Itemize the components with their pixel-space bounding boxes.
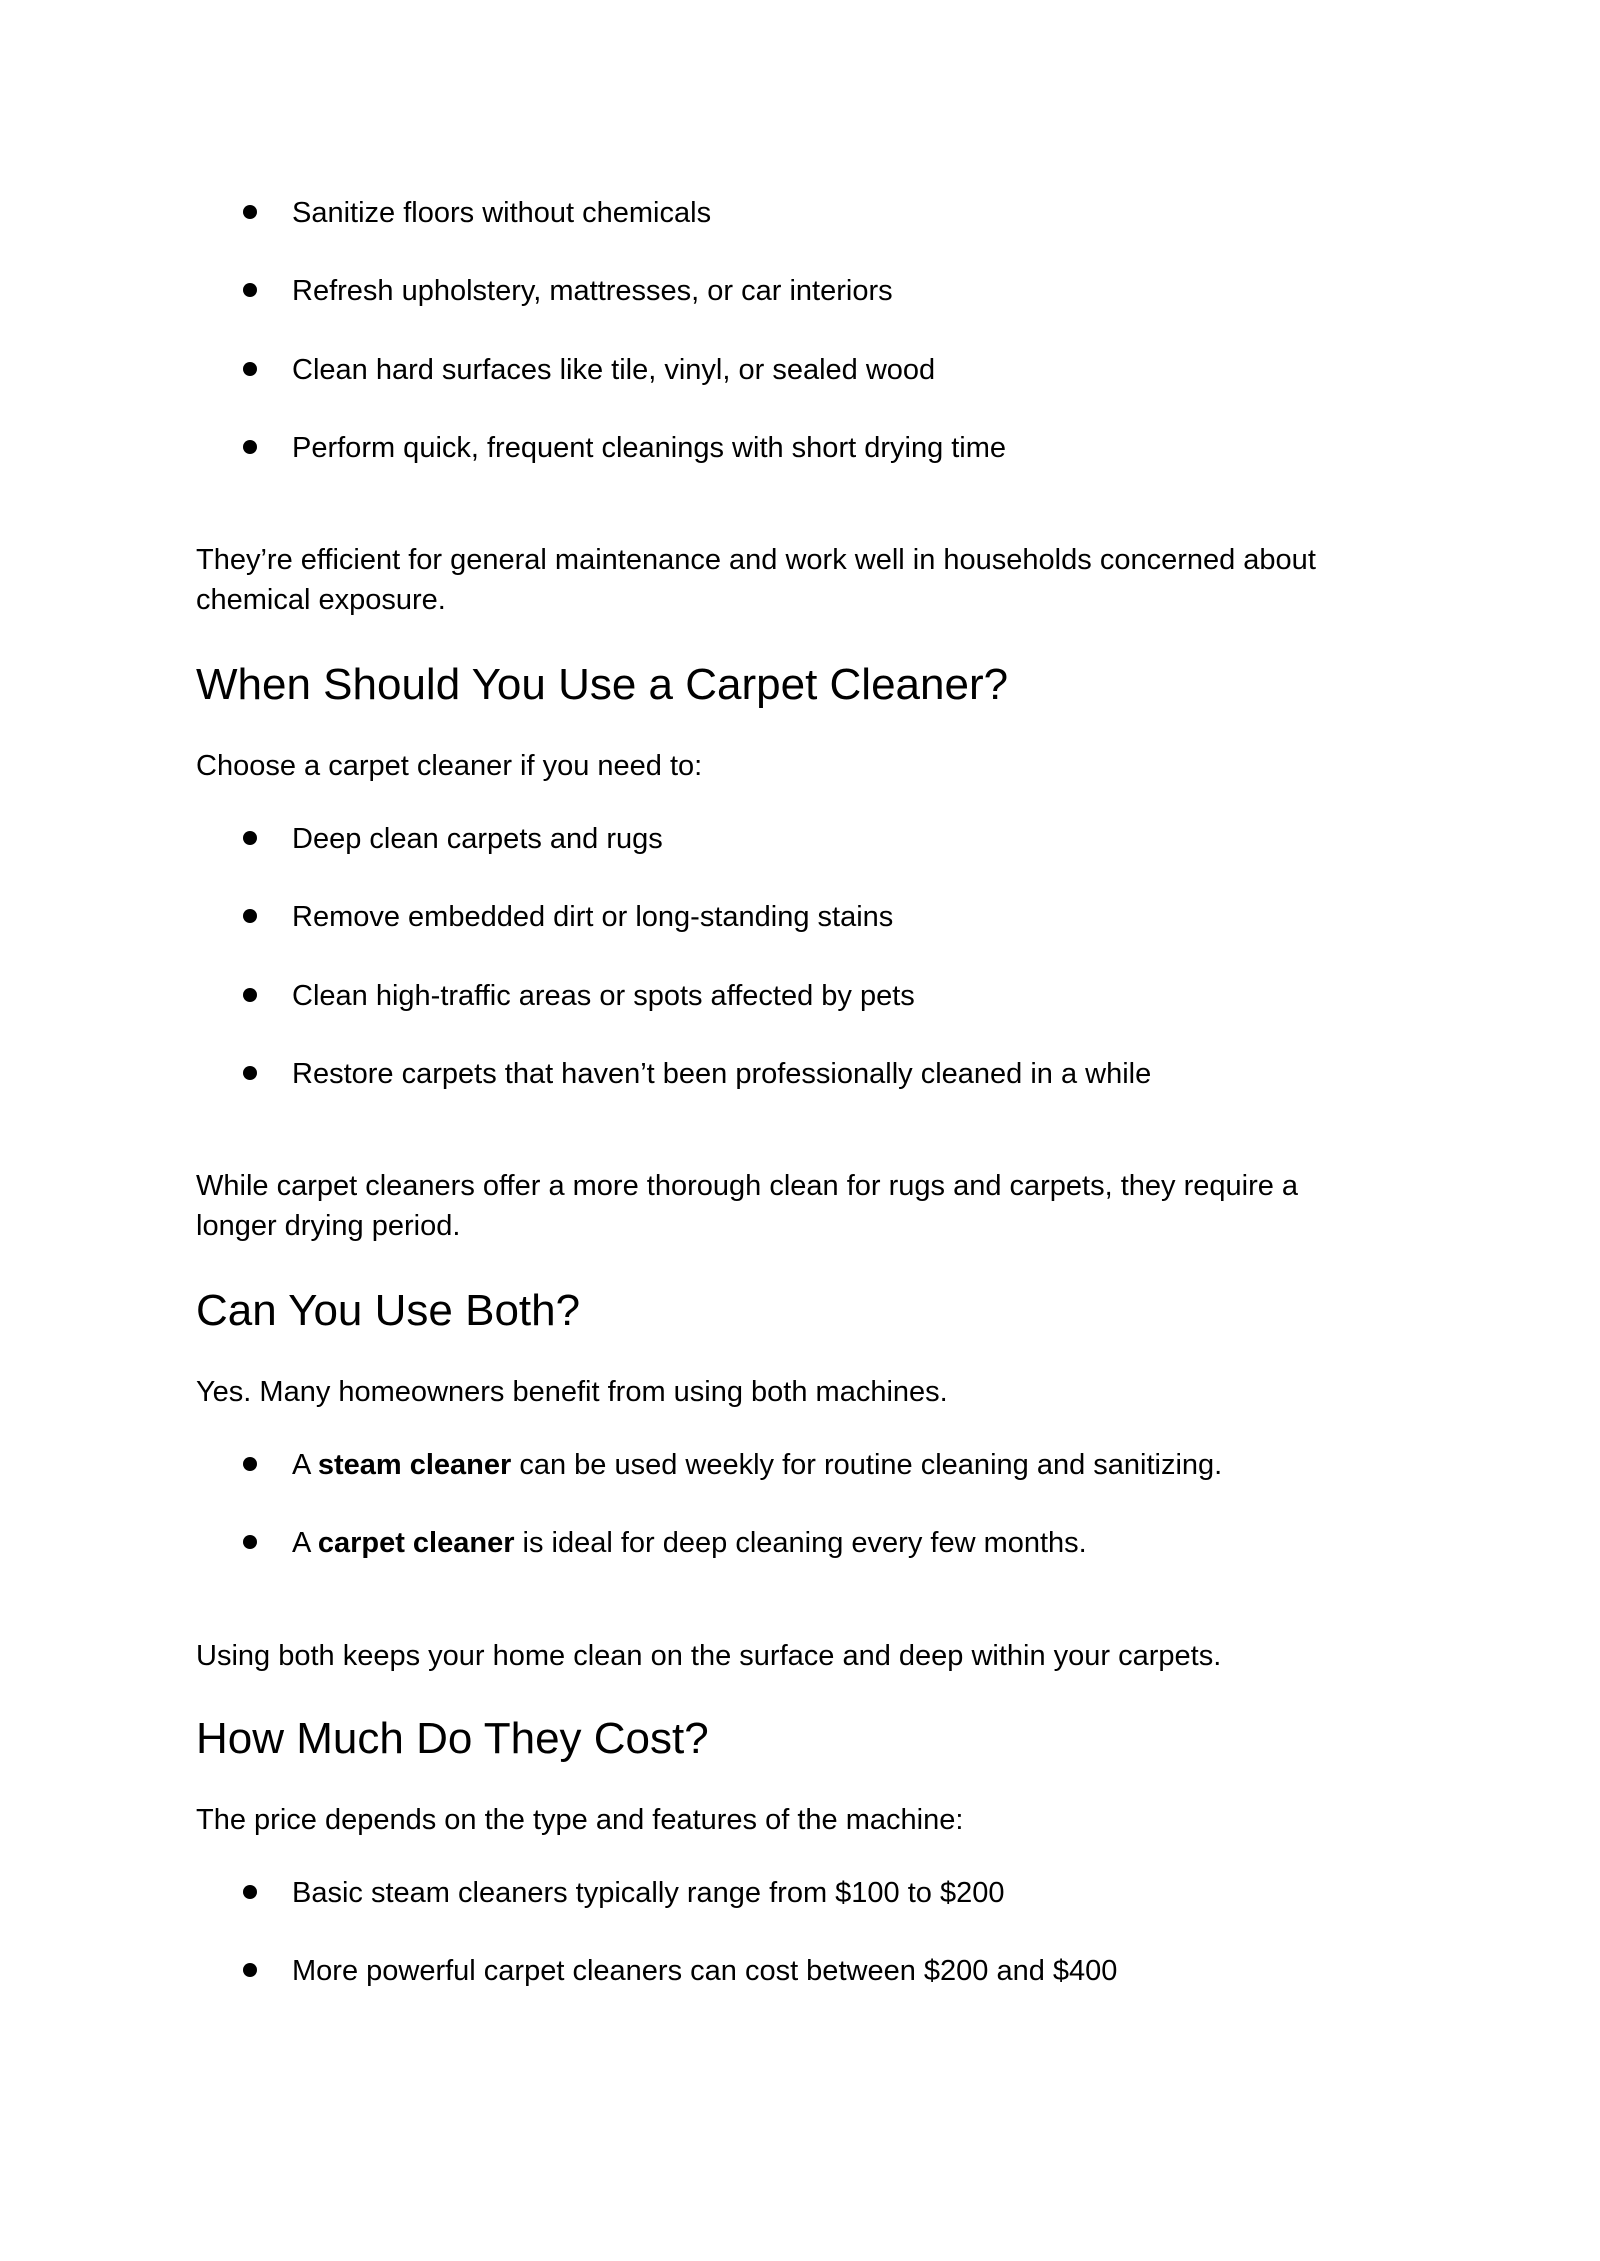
list-item-text: Basic steam cleaners typically range from $100 to $200 [292,1877,1005,1909]
bullet-icon [243,831,257,845]
intro-paragraph: They’re efficient for general maintenance and work well in households concerned about chemical exposure. [196,544,1316,616]
list-item-text: Clean hard surfaces like tile, vinyl, or sealed wood [292,354,936,386]
list-item [0,897,1600,937]
bullet-icon [243,205,257,219]
list-item-text: Refresh upholstery, mattresses, or car interiors [292,275,893,307]
list-item-text: Sanitize floors without chemicals [292,197,712,229]
list-item-text: Restore carpets that haven’t been professionally cleaned in a while [292,1058,1152,1090]
list-item [0,1445,1600,1485]
carpet-section-closing: While carpet cleaners offer a more thorough clean for rugs and carpets, they require a longer drying period. [196,1170,1299,1242]
bullet-icon [243,909,257,923]
list-item [0,1523,1600,1563]
list-item-text: Remove embedded dirt or long-standing stains [292,901,894,933]
list-item-text: Perform quick, frequent cleanings with short drying time [292,432,1007,464]
list-item-text: Deep clean carpets and rugs [292,823,663,855]
list-item [0,193,1600,233]
list-item [0,1951,1600,1991]
list-item [0,1873,1600,1913]
bullet-icon [243,1066,257,1080]
carpet-section-lead: Choose a carpet cleaner if you need to: [196,750,703,782]
bullet-icon [243,1457,257,1471]
both-section-lead: Yes. Many homeowners benefit from using both machines. [196,1376,948,1408]
list-item [0,428,1600,468]
list-item [0,271,1600,311]
both-section-heading: Can You Use Both? [196,1286,581,1335]
bullet-icon [243,440,257,454]
bullet-icon [243,1963,257,1977]
bullet-icon [243,988,257,1002]
list-item [0,976,1600,1016]
list-item-text: A steam cleaner can be used weekly for routine cleaning and sanitizing. [292,1449,1223,1481]
cost-section-lead: The price depends on the type and features of the machine: [196,1804,964,1836]
bullet-icon [243,362,257,376]
list-item [0,1054,1600,1094]
bullet-icon [243,283,257,297]
carpet-cleaner-term: carpet cleaner [317,1527,515,1559]
bullet-icon [243,1885,257,1899]
steam-cleaner-term: steam cleaner [317,1449,512,1481]
list-item-text: More powerful carpet cleaners can cost between $200 and $400 [292,1955,1118,1987]
list-item [0,819,1600,859]
list-item [0,350,1600,390]
list-item-text: Clean high-traffic areas or spots affected by pets [292,980,915,1012]
carpet-section-heading: When Should You Use a Carpet Cleaner? [196,660,1009,709]
both-section-closing: Using both keeps your home clean on the surface and deep within your carpets. [196,1640,1222,1672]
list-item-text: A carpet cleaner is ideal for deep cleaning every few months. [292,1527,1087,1559]
cost-section-heading: How Much Do They Cost? [196,1714,709,1763]
bullet-icon [243,1535,257,1549]
